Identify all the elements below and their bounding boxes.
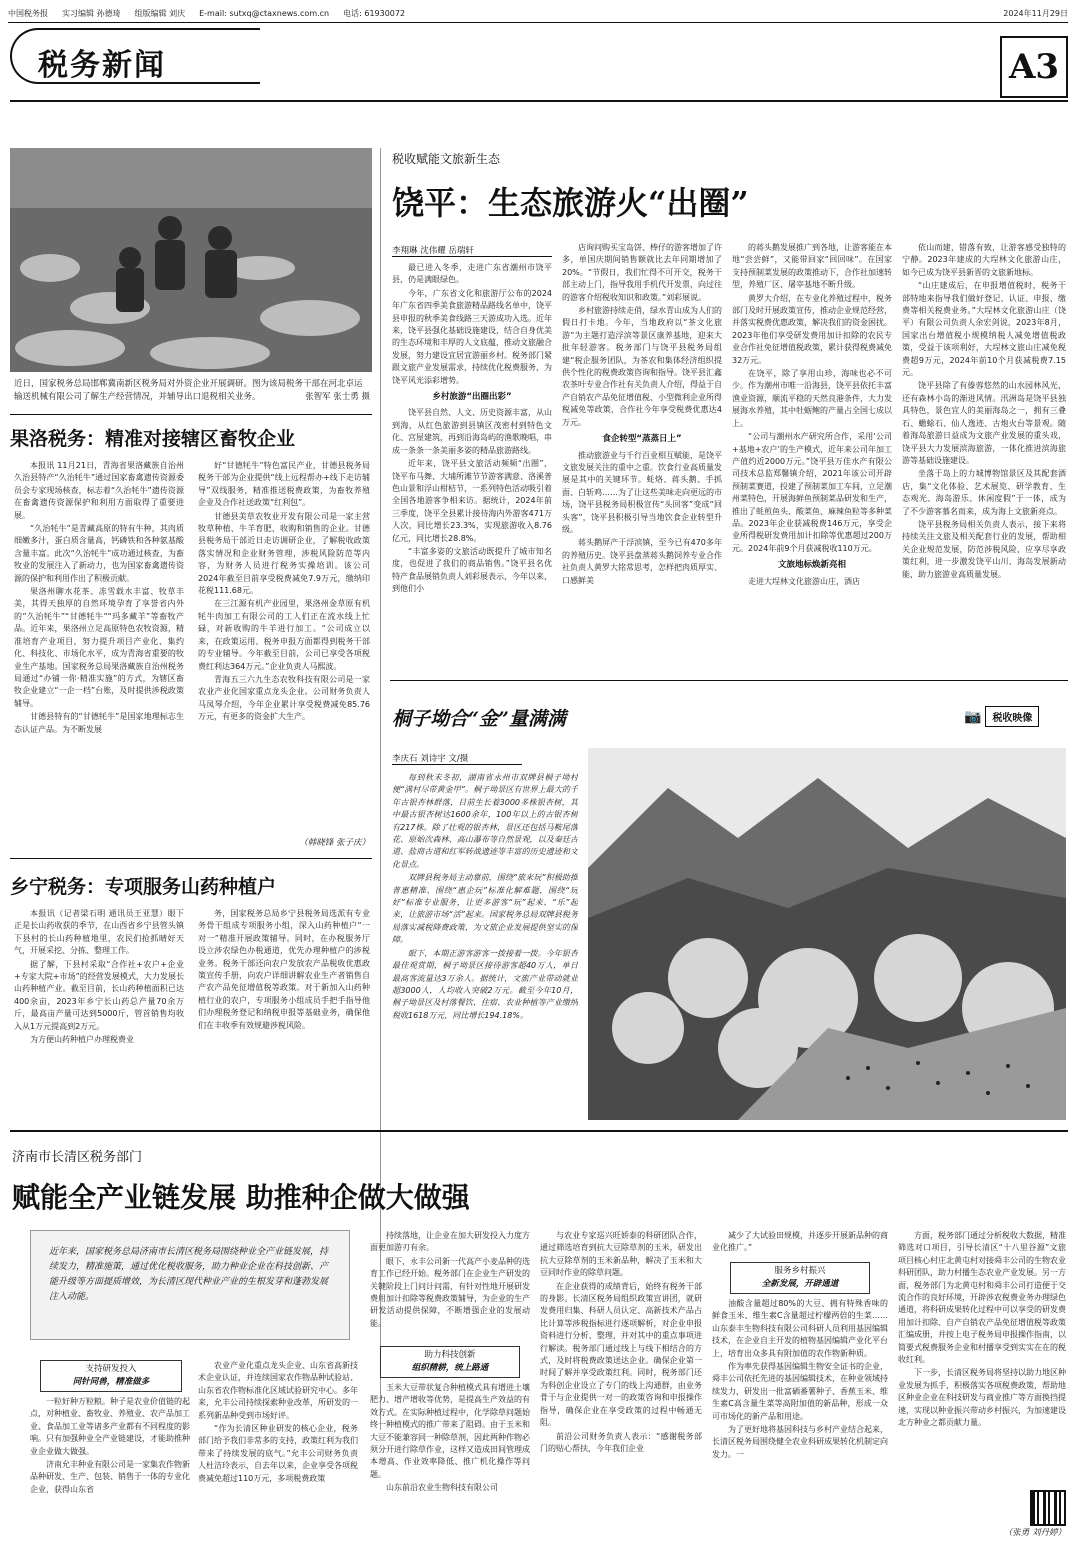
photo-caption: [14, 378, 370, 404]
paragraph: 在饶平，除了享用山珍，海味也必不可少。作为潮州市唯一沿海县，饶平县依托丰富渔业资源，顺流平稳的天然良港条件，大力发展海水养殖，其中牡蛎鲍的产量占全国七成以上。: [732, 369, 892, 428]
issue-date: 2024年11月29日: [1003, 8, 1068, 18]
ginkgo-village-photo: [588, 748, 1066, 1120]
raoping-column-4: [902, 242, 1066, 670]
subhead-line: 助力科技创新: [424, 1350, 476, 1360]
paragraph: 每到秋末冬初，湖南省永州市双牌县桐子坳村便“满村尽带黄金甲”。桐子坳景区有世界上最大的千年古银杏林群落，目前生长着3000多株银杏树，其中最古银杏树达1600余年，100年以上的古银杏树有217株。除了壮观的银杏林，景区还包括马鞍尾落花、原始次森林、高山瀑布等自然景观，以及秦廷古道、盐商古道和红军转战遗迹等丰富的历史遗迹和文化景点。: [392, 773, 578, 869]
paragraph: 减少了大试验田规模，并逐步开展新品种的商业化推广。”: [712, 1231, 888, 1253]
camera-icon: 📷: [964, 708, 982, 725]
paragraph: 与农业专家巡兴旺娇泰的科研团队合作，通过筛选培育到抗大豆除草剂的玉米，研发出抗大豆除草剂的玉米新品种，解决了玉米和大豆同时作业的除草问题。: [540, 1231, 702, 1278]
photo-illustration: [10, 148, 372, 372]
jinan-column-3: [370, 1230, 530, 1342]
qr-code-icon: [1030, 1490, 1066, 1526]
xiangning-headline: 乡宁税务：专项服务山药种植户: [10, 876, 277, 898]
raoping-kicker: 税收赋能文旅新生态: [392, 152, 501, 166]
paragraph: 眼下，永丰公司新一代高产小麦品种的选育工作已经开始。税务部门在企业生产研发的关键阶段上门问计问需，有针对性地开展研发费用加计扣除等税费政策辅导，为企业的生产研发活动提供保障，不断增强企业的发展动能。: [370, 1256, 530, 1328]
jinan-kicker: 济南市长清区税务部门: [12, 1150, 143, 1165]
paragraph: 乡村旅游持续走俏，绿水青山成为人们的假日打卡地。今年，当地政府以“茶文化旅游”为主题打造浮滨等景区康养基地，迎来大批年轻游客。税务部门与饶平县税务局组建“税企服务团队，为茶农和集体经济组织提供个性化的税费政策咨询和指导。饶平县汇鑫农茶叶专业合作社有关负责人介绍，得益于自产自销农产品免征增值税、小型微利企业所得税减免等政策，合作社今年享受税费优惠达4万元。: [562, 306, 722, 427]
jinan-column-4: [540, 1230, 702, 1544]
paragraph: 今年，广东省文化和旅游厅公布的2024年广东省四季美食旅游精品路线名单中，饶平县申报的秋季美食线路三天游成功入选。近年来，饶平县强化基础设施建设，结合自身优美的生态环境和丰厚的人文底蕴，推动文旅融合发展，努力建设宜居宜游丽乡村。税务部门紧跟文旅产业发展需求，持续优化税费服务，为饶平风光添彩增势。: [392, 288, 552, 385]
email: E-mail: sutxq@ctaxnews.com.cn: [199, 8, 330, 18]
paragraph: 一粒好种万粒粮。种子是农业价值链的起点，对种植业、畜牧业、养殖业、农产品加工业、食品加工业等诸多产业都有不同程度的影响。只有加强种业全产业链建设，才能助推种业企业做大做强。: [30, 1397, 190, 1456]
photo-caption-text: 近日，国家税务总局邯郸冀南新区税务局对外资企业开展调研。图为该局税务干部在河北卓运输送机械有限公司了解生产经营情况，并辅导出口退税相关业务。: [14, 379, 363, 402]
paper-name: 中国税务报: [8, 8, 48, 18]
phone: 电话: 61930072: [343, 8, 406, 18]
raoping-column-3: [732, 242, 892, 670]
paragraph: 山东前沿农业生物科技有限公司: [386, 1483, 498, 1493]
paragraph: 油酸含量超过80%的大豆、拥有特殊香味的鲜食玉米、维生素C含量超过柠檬两倍的生菜……山东泰丰生物科技有限公司科研人员利用基因编辑技术，在企业自主开发的植物基因编辑产业化平台上，培育出众多具有附加值的农作物新种质。: [712, 1299, 888, 1358]
guoluo-top-rule: [10, 414, 372, 415]
xiangning-column-2: [198, 908, 370, 1108]
raoping-byline: 李翔琳 沈伟耀 岳瑞轩: [392, 244, 552, 257]
paragraph: 蒋头鹅屏产于浮滨镇，至今已有470多年的养殖历史。饶平县盘蒸蒋头鹅饲养专业合作社负责人黄罗大铭常思考，怎样把肉质厚实、口感鲜美: [562, 538, 722, 585]
feature-top-rule: [390, 680, 1068, 681]
paragraph: 玉米大豆带状复合种植模式具有增进土壤肥力、增产增收等优势，是提高生产效益的有效方式。在实际种植过程中，化学除草问题始终一种植模式的推广带来了阻碍。由于玉米和大豆不能兼容同一种除草剂，因此两种作物必须分开进行除草作业，这样又造成田间管理成本增高、作业效率降低、推广机化操作等问题。: [370, 1383, 530, 1479]
paragraph: 本报讯 11月21日，青海省果洛藏族自治州久治县特产“久治牦牛”通过国家畜禽遗传资源委员会专家现场核查，标志着“久治牦牛”遗传资源在畜禽遗传资源保护和利用方面取得了重要进展。: [14, 461, 184, 520]
jinan-subhead-1: [40, 1360, 182, 1392]
paragraph: 店询问购买宝岛饼、棒仔的游客增加了许多，单国庆期间销售额就比去年同期增加了20%。“节假日，我们忙得不可开交，税务干部主动上门，指导我用手机代开发票，向过往的游客介绍税收知识和政策。”刘彩展说。: [562, 243, 722, 302]
paragraph: 方面，税务部门通过分析税收大数据，精准筛选对口项目，引导长清区“十八里谷源”文旅项目核心村庄北黄屯村对接舜丰公司的生物农业科研团队，助力村播生态农业产业发展。另一方面，税务部门为北黄屯村和舜丰公司打造便于交流合作的良好环境，开辟涉农税费业务办理绿色通道，将科研成果转化过程中可以享受的研发费用加计扣除、自产自销农产品免征增值税等政策汇编成册，并按上电子税务局申报操作指南，以简要式税费服务企业和村播享受到实实在在的税收红利。: [898, 1231, 1066, 1365]
page-number: A3: [1000, 36, 1068, 98]
jinan-column-3b: [370, 1382, 530, 1544]
paragraph: 为了更好地将基因科技与乡村产业结合起来，长清区税务局围绕健全农业科研成果转化机制定向发力。一: [712, 1425, 888, 1459]
guoluo-headline: 果洛税务：精准对接辖区畜牧企业: [10, 428, 296, 450]
subhead: 食企转型“蒸蒸日上”: [602, 434, 682, 445]
paragraph: 农业产业化重点龙头企业、山东省高新技术企业认证，并连续国家农作物品种试验站、山东省农作物标准化区域试验研究中心。多年来，允丰公司持续探索种业改革，所研发的一系列新品种受到市场好评。: [198, 1361, 358, 1420]
paragraph: 甘德县美草农牧业开发有限公司是一家主营牧草种植、牛羊育肥、收购和销售的企业。甘德县税务局干部近日走访调研企业，了解税收政策落实情况和企业财务管理，涉税风险防范等内容，为财务人员进行税务实操培训。该公司2024年截至目前享受税费减免7.9万元，缴纳印花税111.68元。: [198, 511, 370, 596]
landscape-illustration: [588, 748, 1066, 1120]
paragraph: 为方便山药种植户办理税费业: [30, 1035, 134, 1045]
photo-credit: 张智军 张士勇 摄: [305, 392, 370, 402]
feature-title: 桐子坳合“金”量满满: [392, 708, 566, 730]
subhead-line: 同针同兽，精准做多: [72, 1377, 150, 1387]
guoluo-column-1: [14, 460, 184, 860]
jinan-credit: （张勇 刘丹婷）: [1003, 1528, 1066, 1538]
paragraph: 推动旅游业与千行百业相互赋能，是饶平文旅发展关注的重中之重。饮食行业高质量发展是其中的关键环节。蚝烙、蒋头鹅、手抓面、白斩鸡……为了让这些美味走向更远的市场，饶平县税务局积极宣传“头回客”变成“回头客”，饶平县积极引导当地饮食企业转型升级。: [562, 450, 722, 534]
paragraph: 近年来，饶平县文旅活动频频“出圈”，饶平布马舞、大埔所滩节节游客满意、洛溪普色山景和浮山柑桔节，一系列特色活动吸引着全国各地游客争相来访。据统计，2024年前三季度，饶平全县累计接待海内外游客471万人次，同比增长23.3%，实现旅游收入8.76亿元，同比增长28.8%。: [392, 459, 552, 543]
paragraph: 的蒋头鹅发展推广到各地，让游客能在本地“尝尝鲜”，又能带回家“回回味”。在国家支持预制菜发展的政策推动下，合作社加速转型，养殖厂区、屠宰基地不断升级。: [732, 243, 892, 290]
feature-byline: 李庆石 刘诗宇 文/摄: [392, 752, 522, 765]
paragraph: 眼下，本期正游客游客一拨接着一拨。今年银杏最佳观赏期，桐子坳景区接待游客超40万人，单日最高客流量达3万余人。据统计，文旅产业带动就业超3000人，人均收入突破2万元。截至今年10月，桐子坳景区及村落餐饮、住宿、农业种植等产业缴纳税收1618万元，同比增长194.18%。: [392, 948, 578, 1020]
designer: 组版编辑 刘庆: [134, 8, 186, 18]
raoping-column-2: [562, 242, 722, 670]
jinan-column-1: [30, 1396, 190, 1544]
subhead-line: 服务乡村振兴: [774, 1266, 826, 1276]
paragraph: 果洛州聊水花茶、冻雪载水丰富、牧草丰美，其得天独厚的自然环境孕育了享誉省内外的“久治牦牛”“甘德牦牛”“玛多藏羊”等畜牧产品。近年来，果洛州立足高原特色农牧资源，精准培育产业项目，努力提升项目产业化、集约化、科技化、市场化水平，成为青海省重要的牧业生产基地。国家税务总局果洛藏族自治州税务局通过“办铺一你·精准实施”的方式，为辖区畜牧企业建立“一企一档”台账，及时提供涉税政策辅导。: [14, 587, 184, 708]
paragraph: 黄罗大介绍，在专业化养殖过程中，税务部门及时开展政策宣传，推动企业规范经营，并落实税费优惠政策，解决我们的资金困扰。2023年他们享受研发费用加计扣除的农民专业合作社免征增值税政策，累计获得税费减免32万元。: [732, 293, 892, 365]
raoping-column-1: [392, 262, 552, 670]
paragraph: 最已进入冬季，走进广东省潮州市饶平县，仍是满眼绿色。: [392, 263, 552, 285]
guoluo-column-2: [198, 460, 370, 830]
editor: 实习编辑 孙德琦: [62, 8, 121, 18]
jinan-subhead-3: [730, 1262, 870, 1294]
paragraph: “丰富多姿的文旅活动既提升了城市知名度，也促进了我们的商品销售。”饶平县名优特产食品展销负责人刘彩展表示，今年以来，到他们小: [392, 546, 552, 594]
paragraph: 坐落于岛上的力城博物馆景区及其配套酒店，集“文化体验、艺术展览、研学教育、生态观光、海岛游乐、休闲度假”于一体，成为了不少游客慕名而来，成为海上文旅新亮点。: [902, 469, 1066, 516]
jinan-column-6: [898, 1230, 1066, 1526]
masthead-rule: [8, 22, 1068, 23]
paragraph: “山庄建成后，在申报增值税时，税务干部特地来指导我们做好登记、认证、申报、缴费等相关税费业务。”大埕林文化旅游山庄（饶平）有限公司负责人余宏剑说，2023年8月，国家出台增值税小规模纳税人减免增值税政策，受益于该项利好，大埕林文旅山庄减免税费超9万元，2024年前10个月获减税费7.15元。: [902, 281, 1066, 378]
jinan-headline: 赋能全产业链发展 助推种企做大做强: [12, 1181, 470, 1214]
paragraph: 甘德县特有的“甘德牦牛”是国家地理标志生态认证产品。为不断发展: [14, 712, 184, 734]
paragraph: 饶平县自然、人文、历史资源丰富，从山到海，从红色旅游到县镇区茂密村到特色文化、宫屋建筑，再到沿海岛屿的渔歌晚唱，串成一条条一条美丽多姿的精品旅游路线。: [392, 408, 552, 455]
jinan-summary: 近年来，国家税务总局济南市长清区税务局围绕种业全产业链发展，持续发力，精准施策，通过优化税收服务，助力种业企业在科技创新、产能升级等方面提质增效，为长清区现代种业产业的生根发芽和蓬勃发展注入动能。: [30, 1230, 350, 1340]
paragraph: “久治牦牛”是青藏高原的特有牛种，其肉质细嫩多汁，蛋白质含量高，钙磷铁和各种氨基酸含量丰富。此次“久治牦牛”成功通过核查，为畜牧业的发展注入了新动力，也为国家畜禽遗传资源的保护和利用作出了积极贡献。: [14, 524, 184, 583]
paragraph: 前沿公司财务负责人表示：“感谢税务部门的贴心帮扶，今年我们企业: [540, 1431, 702, 1453]
paragraph: 双牌县税务局主动靠前，围绕“旅来玩”积极助推普惠精准、围绕“惠企玩”标准化解难题，围绕“玩好”标准专业服务，让更多游客“玩”起来、“乐”起来，让旅游市场“活”起来。国家税务总局双牌县税务局落实减税降费政策，为文旅企业发展提供坚实的保障。: [392, 873, 578, 945]
paragraph: 在三江源有机产业园里，果洛州金草原有机牦牛肉加工有限公司的工人们正在流水线上忙碌，对新收购的牛羊进行加工。“公司成立以来，在政策运用、税务申报方面都得到税务干部的专业辅导。今年截至目前，公司已享受各项税费红利达364万元。”企业负责人马熙波。: [198, 599, 370, 671]
subhead-line: 支持研发投入: [85, 1364, 137, 1374]
jinan-column-5: [712, 1230, 888, 1260]
paragraph: 走进大埕林文化旅游山庄，酒店: [748, 576, 860, 586]
paragraph: 下一步，长清区税务局将坚持以助力地区种业发展为抓手，积极落实各项税费政策，帮助地区种业企业在科技研发与商业推广等方面换挡提速，实现以种业振兴带动乡村振兴，为加速建设北方种业之都贡献力量。: [898, 1368, 1066, 1428]
feature-badge: 税收映像: [985, 706, 1039, 727]
paragraph: 饶平县税务局相关负责人表示，接下来将持续关注文旅及相关配套行业的发展，帮助相关企业规范发展，防范涉税风险，应享尽享政策红利，进一步激发饶平山川、海岛发展新动能，助力旅游业高质量发展。: [902, 519, 1066, 579]
xiangning-column-1: [14, 908, 184, 1108]
paragraph: 务，国家税务总局乡宁县税务局选派有专业务骨干组成专项服务小组，深入山药种植户“一对一”精准开展政策辅导。同时，在办税服务厅设立涉农绿色办税通道，优先办理种植户的涉税业务。税务干部还向农户发放农产品税收优惠政策宣传手册，向农户详细讲解农业生产者销售自产农产品免征增值税等政策。对于新加入山药种植行业的农户，专项服务小组成员手把手指导他们办理税务登记和纳税申报等基础业务，确保他们在丰收季有效规避涉税风险。: [198, 909, 370, 1030]
tax-officers-photo: [10, 148, 372, 372]
paragraph: 济南允丰种业有限公司是一家集农作物新品种研发、生产、包装、销售于一体的专业化企业，获得山东省: [30, 1460, 190, 1494]
jinan-top-rule: [10, 1130, 1068, 1132]
jinan-column-2: [198, 1360, 358, 1544]
paragraph: 持续落地，让企业在加大研发投入力度方面更加游刃有余。: [370, 1231, 530, 1253]
masthead: [8, 6, 1068, 20]
paragraph: 青海五三六九生态农牧科技有限公司是一家农业产业化国家重点龙头企业。公司财务负责人马凤琴介绍，今年企业累计享受税费减免85.76万元，有更多的资金扩大生产。: [198, 674, 370, 722]
raoping-headline: 饶平：生态旅游火“出圈”: [392, 184, 749, 222]
paragraph: 作为率先获得基因编辑生物安全证书的企业，舜丰公司依托先进的基因编辑技术，在种业领域持续发力，研发出一批富硒番薯种子、香蕉玉米、维生素C高含量生菜等高附加值的新品种，形成一众可市场化的新产品和用途。: [712, 1362, 888, 1421]
subhead-line: 全新发展，开辟通道: [761, 1279, 839, 1289]
paragraph: “公司与潮州水产研究所合作，采用‘公司+基地+农户’的生产模式，近年来公司年加工产值约近2000万元。”饶平县万佳水产有限公司技术总监郑馨镇介绍，2021年该公司开辟预制菜赛道，投建了预制菜加工车间，立足潮州菜特色，开展海鲜鱼预制菜品研发和生产，推出了蚝煎鱼头、酸菜鱼、麻辣鱼粒等多种菜品。2023年企业获减税费146万元，享受企业所得税研发费用加计扣除等优惠超过200万元。2024年前9个月获减税收110万元。: [732, 432, 892, 553]
header-rule: [10, 100, 1068, 102]
paragraph: 据了解，下县村采取“合作社+农户+企业+专家大院+市场”的经营发展模式，大力发展长山药种植产业。截至目前，长山药种植面积已达400余亩，2023年乡宁长山药总产量70余万斤，最高亩产量可达到5000斤，管首销售均收入从1万元提高到2万元。: [14, 959, 184, 1031]
guoluo-credit: （韩晓锋 张子庆）: [299, 838, 370, 848]
subhead-line: 组织精耕，统上路通: [411, 1363, 489, 1373]
jinan-column-5b: [712, 1298, 888, 1544]
feature-text: [392, 772, 578, 1118]
subhead: 乡村旅游“出圈出彩”: [432, 392, 512, 403]
xiangning-top-rule: [10, 858, 372, 859]
subhead: 文旅地标焕新亮相: [777, 560, 846, 571]
paragraph: “作为长清区种业研发的核心企业，税务部门给予我们非常多的支持，政策红利为我们带来了持续发展的底气。”允丰公司财务负责人杜洁玲表示，自去年以来，企业享受各项税费减免超过110万元，多项税费政策: [198, 1424, 358, 1483]
feature-badge-wrap: [964, 706, 1039, 727]
paragraph: 好“甘德牦牛”特色富民产业，甘德县税务局税务干部为企业提供“线上远程帮办+线下走访辅导”双线服务，精准推送税费政策，为畜牧养殖企业及合作社送政策“红利包”。: [198, 461, 370, 508]
paragraph: 饶平县除了有傣蓉悠然的山水园林风光，还有森林小岛的渐进风情。汛洲岛是饶平县独具特色，景色宜人的美丽海岛之一，拥有三叠石、蟾蜍石、仙人逸迹、古炮火台等景观。随着海岛旅游日益成为文旅产业发展的重头戏，饶平县大力发展滨海旅游，一体化推进滨海旅游等基础设施建设。: [902, 381, 1066, 465]
paragraph: 依山而建，错落有致，让游客感受独特的宁静。2023年建成的大埕林文化旅游山庄，如今已成为饶平县新晋的文旅新地标。: [902, 243, 1066, 277]
jinan-subhead-2: [380, 1346, 520, 1378]
paragraph: 在企业获得的成绩背后，始终有税务干部的身影。长清区税务局组织政策宣讲团，就研发费用归集、科研人员认定、高新技术产品占比计算等涉税指标进行逐项解析，对企业申报资料进行分析、整理，并对其中的重点事项进行解读。税务部门通过线上与线下相结合的方式，及时将税费政策送达企业。确保企业第一时间了解并享受政策红利。同时，税务部门还为科创企业设立了专门的线上沟通群，由业务骨干与企业提供一对一的政策咨询和申报操作指导，确保企业在享受政策的过程中畅通无阻。: [540, 1281, 702, 1428]
paragraph: 本报讯（记者梁石明 通讯员王亚慧）眼下正是长山药收获的季节，在山西省乡宁县管头镇下县村的长山药种植地里，农民们抢抓晴好天气，开展采挖、分拣、整理工作。: [14, 909, 184, 956]
section-title: 税务新闻: [10, 28, 260, 84]
